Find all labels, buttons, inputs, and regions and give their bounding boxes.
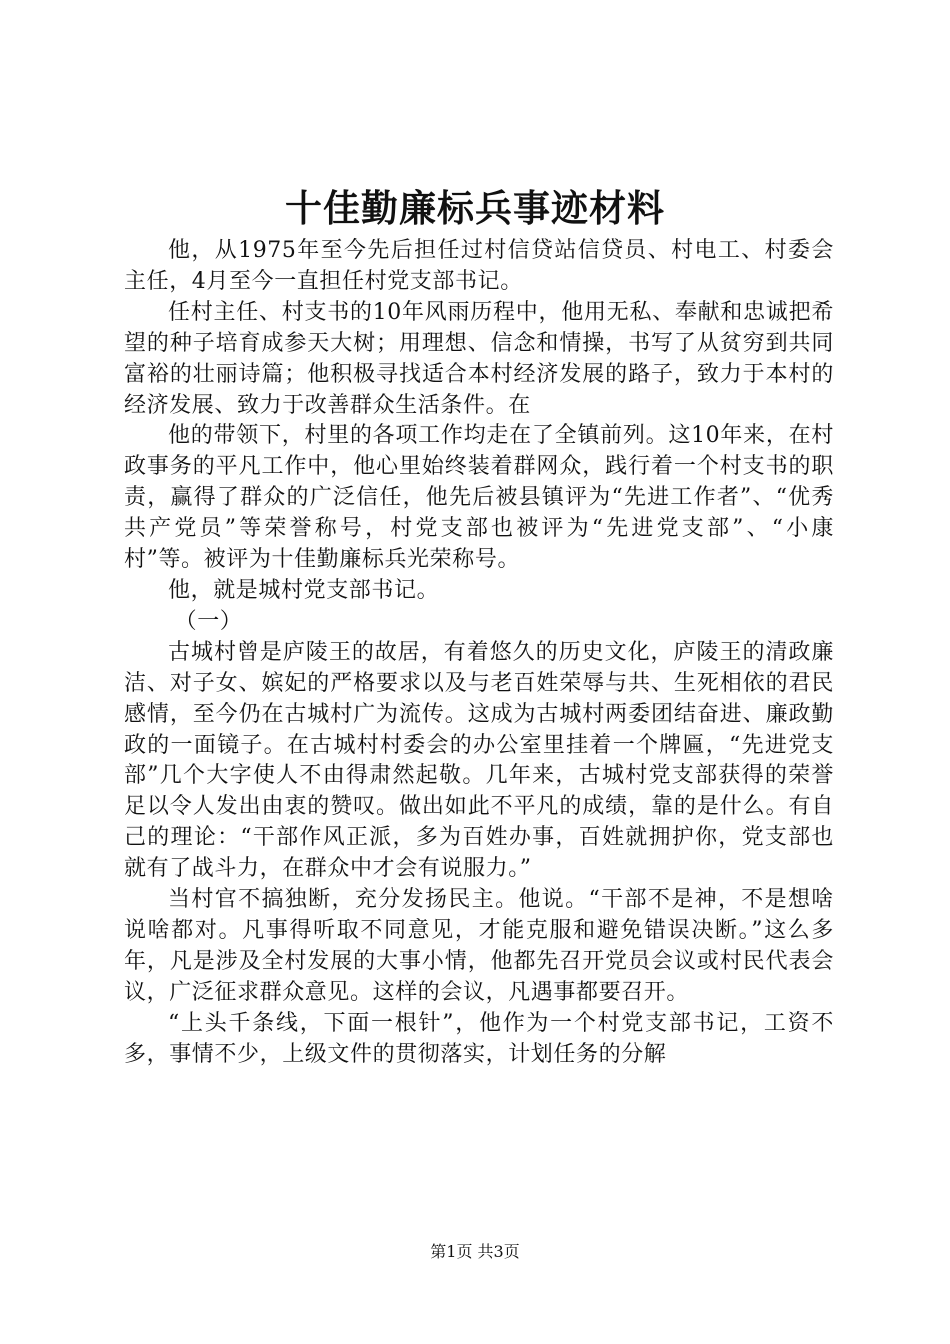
- paragraph-intro: 他，从1975年至今先后担任过村信贷站信贷员、村电工、村委会主任，4月至今一直担任村党支部书记。: [124, 238, 834, 294]
- document-title: 十佳勤廉标兵事迹材料: [285, 186, 665, 230]
- paragraph-leadership: 他的带领下，村里的各项工作均走在了全镇前列。这10年来，在村政事务的平凡工作中，他心里始终装着群网众，践行着一个村支书的职责，赢得了群众的广泛信任，他先后被县镇评为“先进工作者”、“优秀共产党员”等荣誉称号，村党支部也被评为“先进党支部”、“小康村”等。被评为十佳勤廉标兵光荣称号。: [124, 423, 834, 573]
- paragraph-service: 任村主任、村支书的10年风雨历程中，他用无私、奉献和忠诚把希望的种子培育成参天大树；用理想、信念和情操，书写了从贫穷到共同富裕的壮丽诗篇；他积极寻找适合本村经济发展的路子，致力于本村的经济发展、致力于改善群众生活条件。在: [124, 299, 834, 418]
- paragraph-identity: 他，就是城村党支部书记。: [168, 577, 440, 603]
- paragraph-duties: “上头千条线，下面一根针”，他作为一个村党支部书记，工资不多，事情不少，上级文件的贯彻落实，计划任务的分解: [124, 1010, 834, 1067]
- paragraph-democracy: 当村官不搞独断，充分发扬民主。他说。“干部不是神，不是想啥说啥都对。凡事得听取不同意见，才能克服和避免错误决断。”这么多年，凡是涉及全村发展的大事小情，他都先召开党员会议或村民代表会议，广泛征求群众意见。这样的会议，凡遇事都要召开。: [124, 887, 834, 1005]
- document-body: [124, 236, 834, 1070]
- section-heading-one: （一）: [174, 608, 243, 634]
- paragraph-history: 古城村曾是庐陵王的故居，有着悠久的历史文化，庐陵王的清政廉洁、对子女、嫔妃的严格要求以及与老百姓荣辱与共、生死相依的君民感情，至今仍在古城村广为流传。这成为古城村两委团结奋进、廉政勤政的一面镜子。在古城村村委会的办公室里挂着一个牌匾，“先进党支部”几个大字使人不由得肃然起敬。几年来，古城村党支部获得的荣誉足以令人发出由衷的赞叹。做出如此不平凡的成绩，靠的是什么。有自己的理论：“干部作风正派，多为百姓办事，百姓就拥护你，党支部也就有了战斗力，在群众中才会有说服力。”: [124, 639, 834, 882]
- page-footer: 第1页 共3页: [430, 1242, 520, 1261]
